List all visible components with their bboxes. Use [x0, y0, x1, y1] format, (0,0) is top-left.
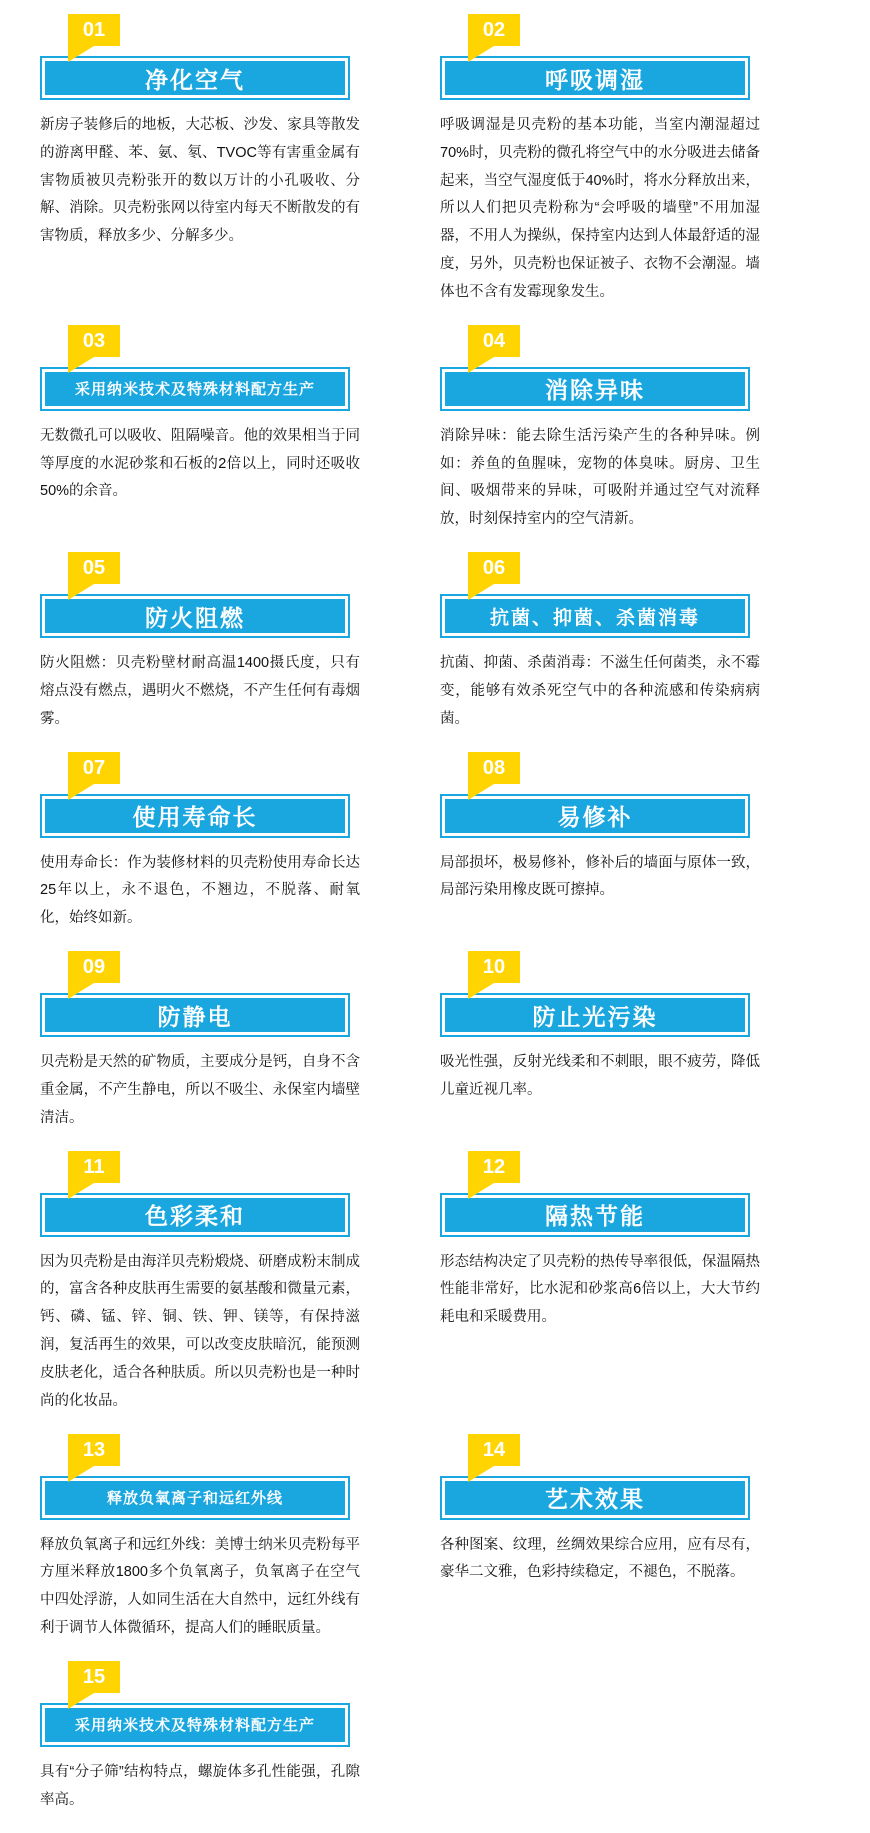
- feature-title: 呼吸调湿: [445, 61, 745, 95]
- flag-tail: [68, 1693, 120, 1709]
- flag-tail: [468, 46, 520, 62]
- feature-item-inner: [40, 951, 440, 1150]
- feature-item-inner: [440, 552, 840, 751]
- feature-item-inner: [40, 14, 440, 269]
- flag-tail: [68, 46, 120, 62]
- feature-number: 02: [482, 19, 506, 41]
- flag-tail: [468, 357, 520, 373]
- feature-title-bar: [40, 1703, 350, 1747]
- feature-item: [40, 552, 440, 751]
- number-flag-icon: [68, 1661, 120, 1709]
- flag-tail: [468, 1466, 520, 1482]
- feature-body: 吸光性强，反射光线柔和不刺眼，眼不疲劳，降低儿童近视几率。: [440, 1054, 760, 1098]
- feature-body: 具有“分子筛”结构特点，螺旋体多孔性能强，孔隙率高。: [40, 1763, 360, 1808]
- number-flag-icon: [68, 14, 120, 62]
- feature-item: [440, 325, 840, 552]
- feature-title: 防静电: [45, 998, 345, 1032]
- feature-item: [40, 1151, 440, 1434]
- feature-item-inner: [440, 14, 840, 325]
- feature-item-inner: [40, 552, 440, 751]
- feature-item-inner: [440, 1434, 840, 1606]
- feature-title: 易修补: [445, 799, 745, 833]
- number-flag-icon: [468, 951, 520, 999]
- feature-number: 05: [82, 557, 106, 580]
- feature-body: 释放负氧离子和远红外线：美博士纳米贝壳粉每平方厘米释放1800多个负氧离子，负氧离子在空气中四处浮游，人如同生活在大自然中，远红外线有利于调节人体微循环，提高人们的睡眠质量。: [40, 1536, 360, 1637]
- feature-title: 色彩柔和: [45, 1198, 345, 1232]
- flag-tail: [468, 1183, 520, 1199]
- feature-item-inner: [40, 1661, 440, 1833]
- feature-item-inner: [440, 951, 840, 1123]
- feature-item-inner: [40, 1151, 440, 1434]
- feature-number: 08: [482, 756, 506, 779]
- flag-tail: [468, 584, 520, 600]
- number-flag-icon: [468, 752, 520, 800]
- feature-number: 12: [482, 1155, 506, 1178]
- flag-tail: [68, 584, 120, 600]
- feature-title: 使用寿命长: [45, 799, 345, 833]
- flag-tail: [68, 983, 120, 999]
- feature-body: 贝壳粉是天然的矿物质，主要成分是钙，自身不含重金属，不产生静电，所以不吸尘、永保室内墙壁清洁。: [40, 1054, 360, 1126]
- number-flag-icon: [468, 14, 520, 62]
- feature-title: 防火阻燃: [45, 599, 345, 633]
- flag-tail: [68, 784, 120, 800]
- feature-item-inner: [440, 1151, 840, 1350]
- feature-item-inner: [40, 752, 440, 951]
- feature-title: 采用纳米技术及特殊材料配方生产: [45, 372, 345, 406]
- feature-item: [440, 752, 840, 951]
- feature-title-bar: [440, 1476, 750, 1520]
- feature-number: 01: [82, 19, 106, 41]
- feature-title-bar: [440, 56, 750, 100]
- feature-title-bar: [40, 56, 350, 100]
- feature-item: [440, 552, 840, 751]
- flag-tail: [468, 983, 520, 999]
- feature-item: [40, 1434, 440, 1661]
- feature-title-bar: [40, 993, 350, 1037]
- feature-title-bar: [40, 794, 350, 838]
- flag-tail: [68, 1466, 120, 1482]
- feature-title: 采用纳米技术及特殊材料配方生产: [45, 1708, 345, 1742]
- feature-body: 防火阻燃：贝壳粉壁材耐高温1400摄氏度，只有熔点没有燃点，遇明火不燃烧，不产生任何有毒烟雾。: [40, 655, 360, 727]
- feature-title: 抗菌、抑菌、杀菌消毒: [445, 599, 745, 633]
- feature-body: 抗菌、抑菌、杀菌消毒：不滋生任何菌类，永不霉变，能够有效杀死空气中的各种流感和传染病病菌。: [440, 655, 760, 727]
- feature-item-inner: [40, 325, 440, 524]
- feature-title: 隔热节能: [445, 1198, 745, 1232]
- number-flag-icon: [68, 1434, 120, 1482]
- feature-grid: [0, 14, 870, 1833]
- feature-body: 局部损坏，极易修补，修补后的墙面与原体一致，局部污染用橡皮既可擦掉。: [440, 854, 760, 899]
- flag-tail: [468, 784, 520, 800]
- feature-title: 释放负氧离子和远红外线: [45, 1481, 345, 1515]
- feature-item: [440, 1151, 840, 1434]
- feature-number: 04: [482, 329, 506, 352]
- feature-item: [440, 14, 840, 325]
- feature-body: 呼吸调湿是贝壳粉的基本功能，当室内潮湿超过70%时，贝壳粉的微孔将空气中的水分吸进去储备起来，当空气湿度低于40%时，将水分释放出来，所以人们把贝壳粉称为“会呼吸的墙壁”不用加湿器，不用人为操纵，保持室内达到人体最舒适的湿度，另外，贝壳粉也保证被子、衣物不会潮湿。墙体也不含有发霉现象发生。: [440, 117, 760, 300]
- feature-title-bar: [440, 993, 750, 1037]
- number-flag-icon: [468, 1434, 520, 1482]
- feature-number: 13: [82, 1438, 106, 1461]
- feature-body: 形态结构决定了贝壳粉的热传导率很低，保温隔热性能非常好，比水泥和砂浆高6倍以上，大大节约耗电和采暖费用。: [440, 1253, 760, 1326]
- feature-body: 使用寿命长：作为装修材料的贝壳粉使用寿命长达25年以上，永不退色，不翘边，不脱落、耐氧化，始终如新。: [40, 854, 360, 927]
- feature-number: 07: [82, 756, 106, 779]
- feature-item: [40, 951, 440, 1150]
- number-flag-icon: [468, 552, 520, 600]
- feature-body: 因为贝壳粉是由海洋贝壳粉煅烧、研磨成粉末制成的，富含各种皮肤再生需要的氨基酸和微量元素，钙、磷、锰、锌、铜、铁、钾、镁等，有保持滋润，复活再生的效果，可以改变皮肤暗沉，能预测皮肤老化，适合各种肤质。所以贝壳粉也是一种时尚的化妆品。: [40, 1253, 360, 1409]
- feature-title-bar: [40, 367, 350, 411]
- flag-tail: [68, 357, 120, 373]
- feature-title: 艺术效果: [445, 1481, 745, 1515]
- number-flag-icon: [68, 325, 120, 373]
- feature-item-inner: [40, 1434, 440, 1661]
- feature-title: 消除异味: [445, 372, 745, 406]
- feature-item: [40, 752, 440, 951]
- feature-item-inner: [440, 752, 840, 924]
- feature-title-bar: [440, 594, 750, 638]
- feature-title: 防止光污染: [445, 998, 745, 1032]
- feature-number: 09: [82, 956, 106, 979]
- feature-item: [40, 325, 440, 552]
- feature-number: 06: [482, 557, 506, 580]
- feature-title-bar: [440, 367, 750, 411]
- feature-item: [40, 14, 440, 325]
- number-flag-icon: [68, 1151, 120, 1199]
- feature-item: [440, 951, 840, 1150]
- feature-item: [40, 1661, 440, 1833]
- flag-tail: [68, 1183, 120, 1199]
- number-flag-icon: [68, 752, 120, 800]
- feature-title-bar: [40, 1193, 350, 1237]
- feature-item-inner: [440, 325, 840, 552]
- feature-body: 消除异味：能去除生活污染产生的各种异味。例如：养鱼的鱼腥味，宠物的体臭味。厨房、卫生间、吸烟带来的异味，可吸附并通过空气对流释放，时刻保持室内的空气清新。: [440, 427, 760, 528]
- feature-title-bar: [440, 1193, 750, 1237]
- feature-body: 无数微孔可以吸收、阻隔噪音。他的效果相当于同等厚度的水泥砂浆和石板的2倍以上，同时还吸收50%的余音。: [40, 427, 360, 500]
- number-flag-icon: [68, 951, 120, 999]
- feature-number: 10: [482, 956, 506, 979]
- number-flag-icon: [468, 325, 520, 373]
- feature-title-bar: [40, 1476, 350, 1520]
- feature-title-bar: [40, 594, 350, 638]
- feature-item: [440, 1434, 840, 1661]
- feature-body: 各种图案、纹理，丝绸效果综合应用，应有尽有，豪华二文雅，色彩持续稳定，不褪色，不脱落。: [440, 1536, 760, 1581]
- feature-number: 03: [82, 329, 106, 352]
- feature-title: 净化空气: [45, 61, 345, 95]
- number-flag-icon: [68, 552, 120, 600]
- feature-number: 15: [82, 1665, 106, 1688]
- feature-number: 11: [83, 1155, 105, 1178]
- feature-number: 14: [482, 1438, 506, 1461]
- feature-body: 新房子装修后的地板，大芯板、沙发、家具等散发的游离甲醛、苯、氨、氡、TVOC等有害重金属有害物质被贝壳粉张开的数以万计的小孔吸收、分解、消除。贝壳粉张网以待室内每天不断散发的有害物质，释放多少、分解多少。: [40, 117, 360, 245]
- number-flag-icon: [468, 1151, 520, 1199]
- feature-title-bar: [440, 794, 750, 838]
